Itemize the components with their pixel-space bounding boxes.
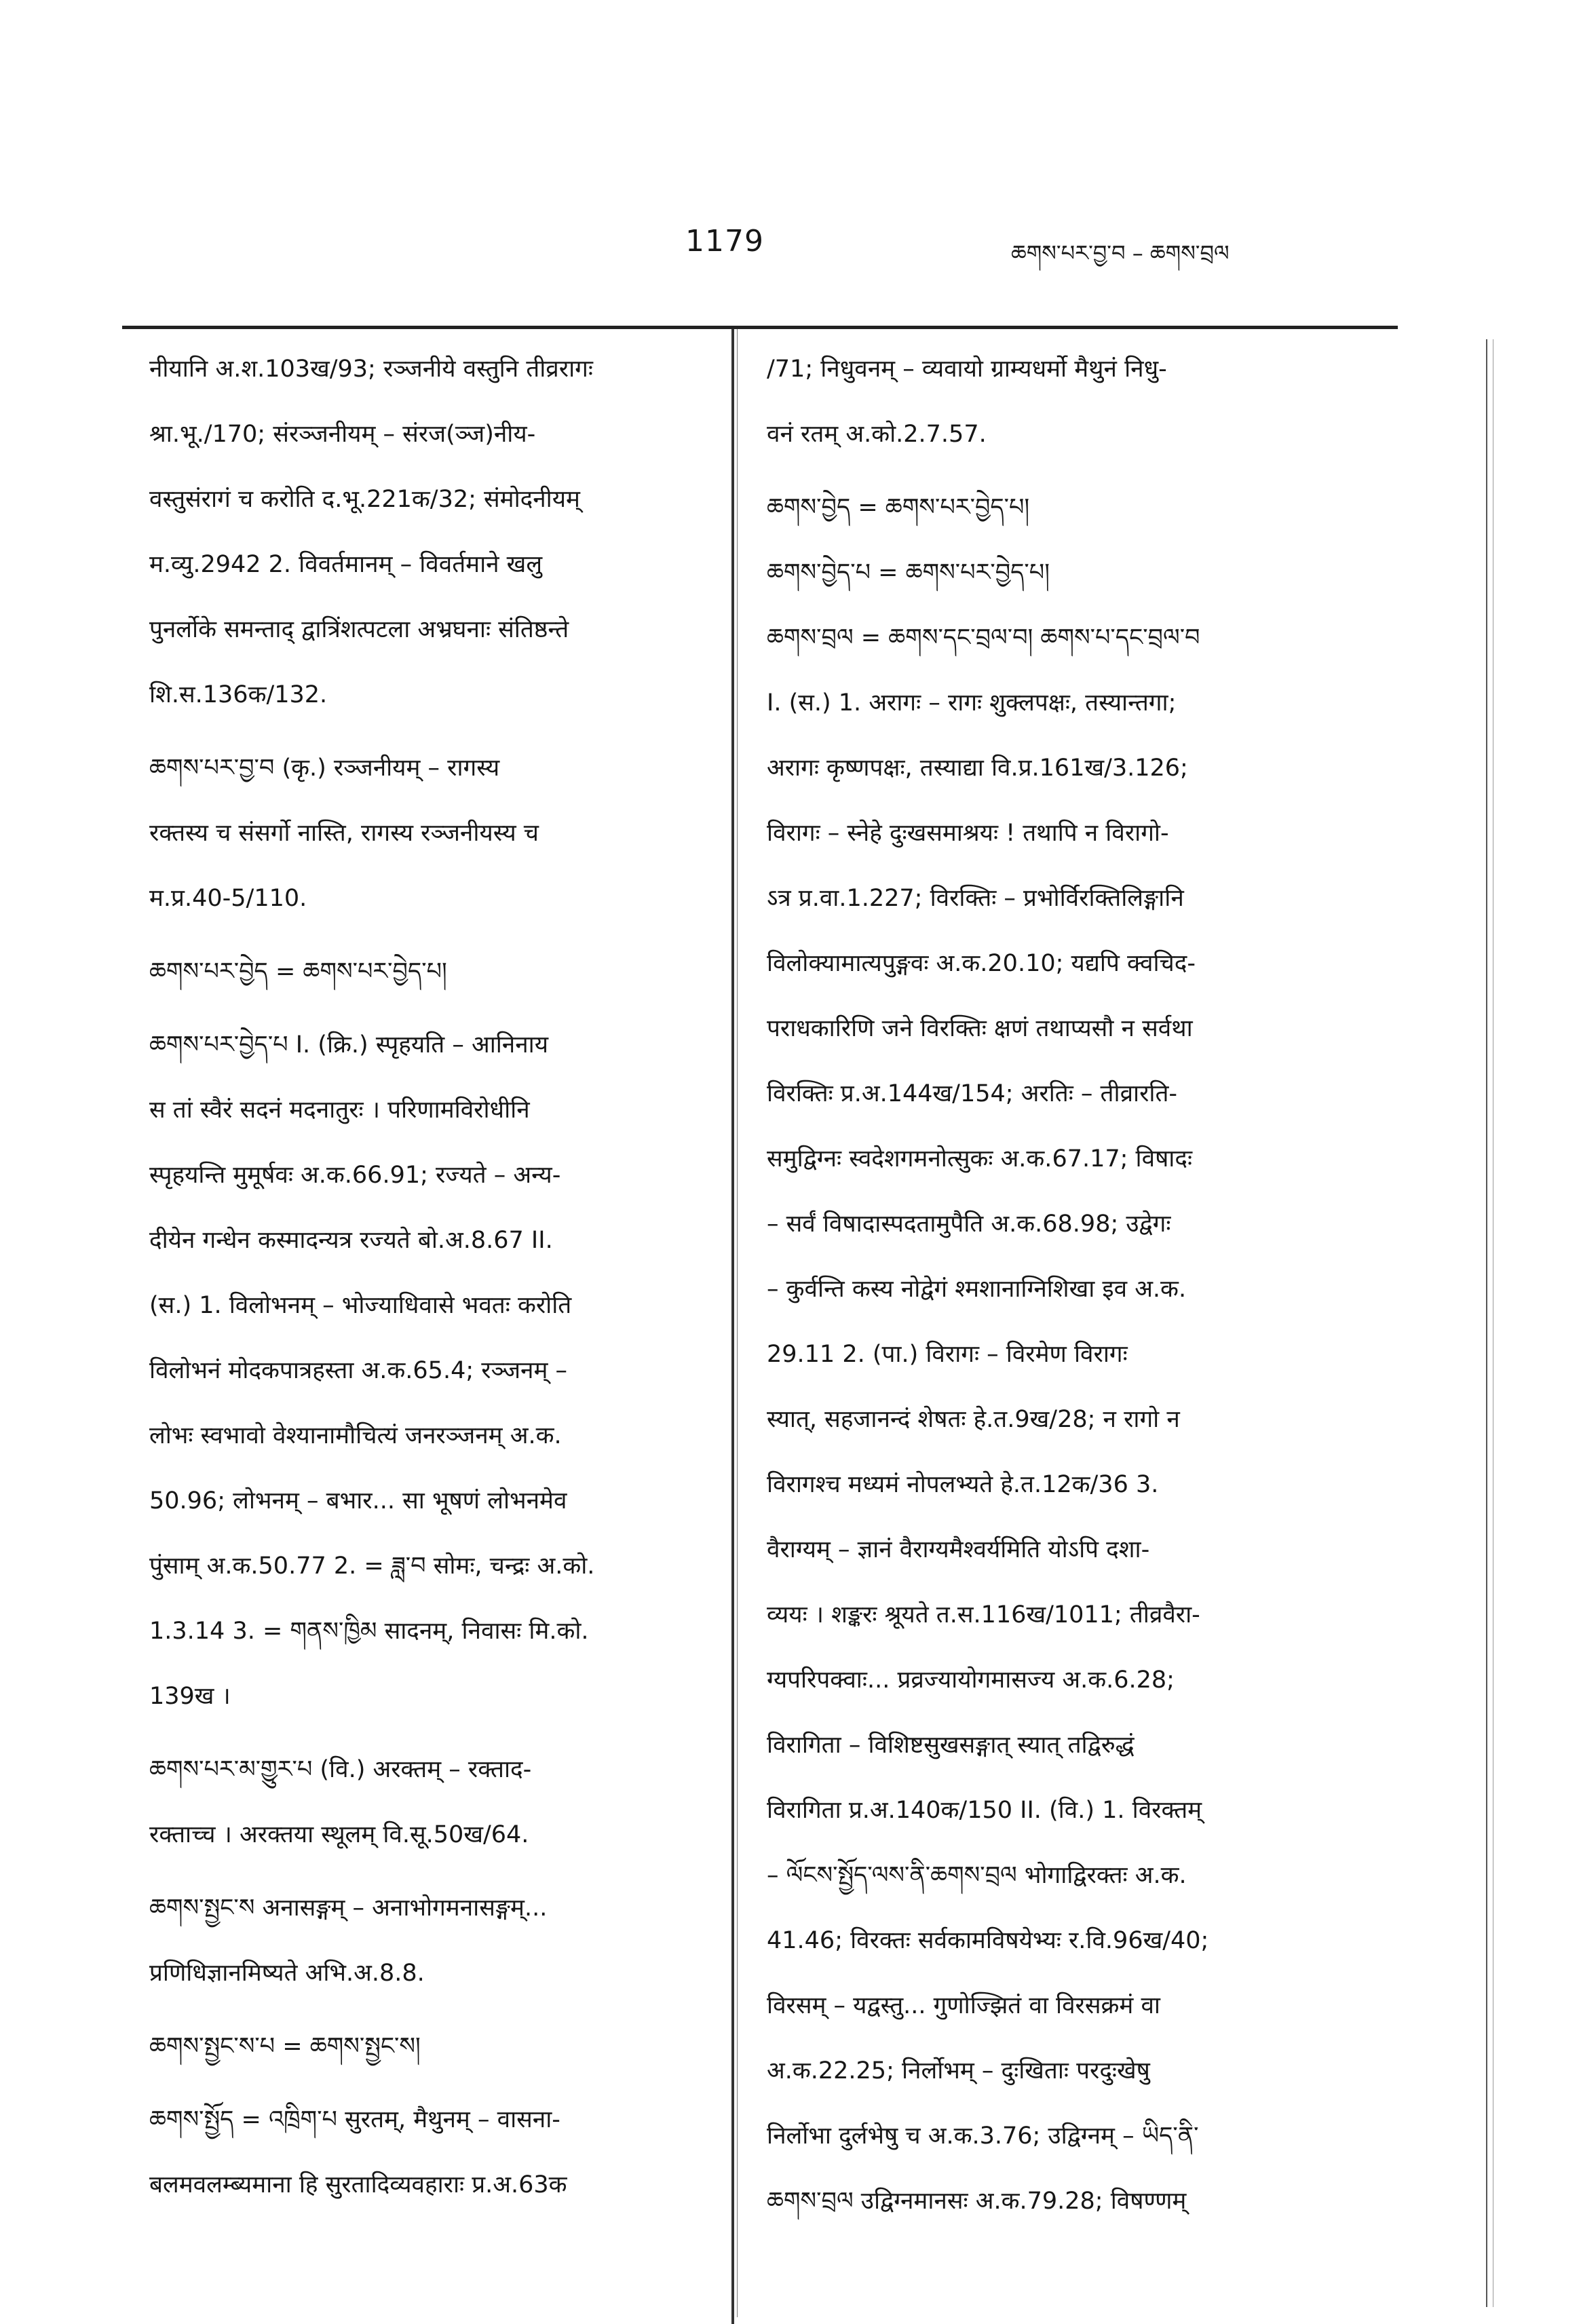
text-line: अरागः कृष्णपक्षः, तस्याद्या वि.प्र.161ख/3.126; [767,755,1188,782]
entry-headword-line: ཆགས་སྤྱང་ས་པ = ཆགས་སྤྱང་ས། [149,2033,421,2060]
left-column [149,343,699,2224]
text-line: दीयेन गन्धेन कस्मादन्यत्र रज्यते बो.अ.8.67 II. [149,1227,553,1254]
text-line: 50.96; लोभनम् – बभार... सा भूषणं लोभनमेव [149,1487,567,1515]
text-line: I. (स.) 1. अरागः – रागः शुक्लपक्षः, तस्यान्तगा; [767,689,1177,717]
right-column [767,343,1344,2240]
text-line: ग्यपरिपक्वाः... प्रव्रज्यायोगमासज्य अ.क.6.28; [767,1666,1175,1694]
text-line: – ལོངས་སྤྱོད་ལས་ནི་ཆགས་བྲལ भोगाद्विरक्तः अ.क. [767,1862,1187,1889]
text-line: 1.3.14 3. = གནས་ཁྱིམ सादनम्, निवासः मि.को. [149,1618,589,1645]
text-line: पुनर्लोके समन्ताद् द्वात्रिंशत्पटला अभ्रघनाः संतिष्ठन्ते [149,616,569,643]
scan-edge-line [1486,339,1487,2307]
entry-headword-line: ཆགས་སྤྱོད = འཁྲིག་པ सुरतम्, मैथुनम् – वासना- [149,2106,560,2133]
text-line: /71; निधुवनम् – व्यवायो ग्राम्यधर्मो मैथुनं निधु- [767,356,1167,383]
text-line: म.व्यु.2942 2. विवर्तमानम् – विवर्तमाने खलु [149,551,543,578]
text-line: समुद्विग्नः स्वदेशगमनोत्सुकः अ.क.67.17; विषादः [767,1145,1193,1173]
text-line: 29.11 2. (पा.) विरागः – विरमेण विरागः [767,1341,1128,1368]
text-line: विलोक्यामात्यपुङ्गवः अ.क.20.10; यद्यपि क्वचिद- [767,950,1196,977]
text-line: रक्तस्य च संसर्गो नास्ति, रागस्य रञ्जनीयस्य च [149,820,539,847]
text-line: वनं रतम् अ.को.2.7.57. [767,421,987,448]
column-divider-shadow [737,329,738,2317]
text-line: बलमवलम्ब्यमाना हि सुरतादिव्यवहाराः प्र.अ.63क [149,2171,567,2198]
entry-headword-line: ཆགས་པར་བྱ་བ (कृ.) रञ्जनीयम् – रागस्य [149,755,500,782]
text-line: शि.स.136क/132. [149,681,328,708]
text-line: नीयानि अ.श.103ख/93; रञ्जनीये वस्तुनि तीव्ररागः [149,356,593,383]
text-line: – कुर्वन्ति कस्य नोद्वेगं श्मशानाग्निशिखा इव अ.क. [767,1276,1187,1303]
text-line: ཆགས་བྲལ उद्विग्नमानसः अ.क.79.28; विषण्णम् [767,2188,1187,2215]
text-line: पराधकारिणि जने विरक्तिः क्षणं तथाप्यसौ न सर्वथा [767,1015,1193,1042]
entry-headword-line: ཆགས་པར་བྱེད་པ I. (क्रि.) स्पृहयति – आनिनाय [149,1031,549,1059]
text-line: विरागश्च मध्यमं नोपलभ्यते हे.त.12क/36 3. [767,1471,1159,1498]
text-line: स तां स्वैरं सदनं मदनातुरः । परिणामविरोधीनि [149,1097,530,1124]
text-line: लोभः स्वभावो वेश्यानामौचित्यं जनरञ्जनम् अ.क. [149,1422,562,1449]
entry-headword-line: ཆགས་བྱེད་པ = ཆགས་པར་བྱེད་པ། [767,559,1050,586]
page-number: 1179 [685,224,764,259]
text-line: स्पृहयन्ति मुमूर्षवः अ.क.66.91; रज्यते – अन्य- [149,1162,561,1189]
entry-headword-line: ཆགས་བྱེད = ཆགས་པར་བྱེད་པ། [767,494,1030,521]
entry-headword-line: ཆགས་པར་མ་གྱུར་པ (वि.) अरक्तम् – रक्ताद- [149,1756,532,1783]
text-line: रक्ताच्च । अरक्तया स्थूलम् वि.सू.50ख/64. [149,1821,529,1848]
text-line: ऽत्र प्र.वा.1.227; विरक्तिः – प्रभोर्विरक्तिलिङ्गानि [767,885,1184,912]
column-divider [731,329,734,2324]
text-line: वस्तुसंरागं च करोति द.भू.221क/32; संमोदनीयम् [149,486,580,513]
entry-headword-line: ཆགས་བྲལ = ཆགས་དང་བྲལ་བ། ཆགས་པ་དང་བྲལ་བ [767,624,1200,651]
text-line: म.प्र.40-5/110. [149,885,307,912]
text-line: प्रणिधिज्ञानमिष्यते अभि.अ.8.8. [149,1960,425,1987]
text-line: – सर्वं विषादास्पदतामुपैति अ.क.68.98; उद्वेगः [767,1211,1171,1238]
text-line: विरागिता – विशिष्टसुखसङ्गात् स्यात् तद्विरुद्धं [767,1732,1135,1759]
text-line: स्यात्, सहजानन्दं शेषतः हे.त.9ख/28; न रागो न [767,1406,1180,1433]
text-line: 41.46; विरक्तः सर्वकामविषयेभ्यः र.वि.96ख/40; [767,1927,1209,1954]
entry-headword-line: ཆགས་སྤྱང་ས अनासङ्गम् – अनाभोगमनासङ्गम्... [149,1894,548,1922]
text-line: श्रा.भू./170; संरञ्जनीयम् – संरज(ञ्ज)नीय- [149,421,536,448]
text-line: विरसम् – यद्वस्तु... गुणोज्झितं वा विरसक्रमं वा [767,1992,1160,2019]
header-rule [122,326,1398,329]
entry-headword-line: ཆགས་པར་བྱེད = ཆགས་པར་བྱེད་པ། [149,958,447,985]
text-line: पुंसाम् अ.क.50.77 2. = ཟླ་བ सोमः, चन्द्रः अ.को. [149,1552,595,1580]
text-line: अ.क.22.25; निर्लोभम् – दुःखिताः परदुःखेषु [767,2057,1150,2084]
text-line: विरागः – स्नेहे दुःखसमाश्रयः ! तथापि न विरागो- [767,820,1169,847]
text-line: व्ययः । शङ्करः श्रूयते त.स.116ख/1011; तीव्रवैरा- [767,1601,1200,1628]
text-line: विरक्तिः प्र.अ.144ख/154; अरतिः – तीव्रारति- [767,1080,1178,1107]
text-line: विलोभनं मोदकपात्रहस्ता अ.क.65.4; रञ्जनम् – [149,1357,568,1384]
text-line: 139ख । [149,1683,231,1710]
text-line: विरागिता प्र.अ.140क/150 II. (वि.) 1. विरक्तम् [767,1797,1202,1824]
running-head: ཆགས་པར་བྱ་བ – ཆགས་བྲལ [1011,240,1230,266]
text-line: वैराग्यम् – ज्ञानं वैराग्यमैश्वर्यमिति योऽपि दशा- [767,1536,1150,1563]
text-line: (स.) 1. विलोभनम् – भोज्याधिवासे भवतः करोति [149,1292,572,1319]
text-line: निर्लोभा दुर्लभेषु च अ.क.3.76; उद्विग्नम् – ཡིད་ནི་ [767,2122,1199,2150]
